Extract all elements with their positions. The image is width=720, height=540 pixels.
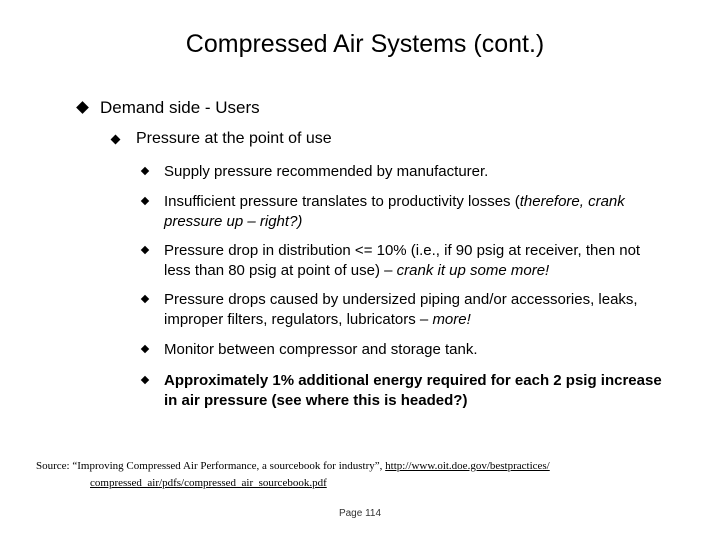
source-prefix: Source: “Improving Compressed Air Performance, a sourcebook for industry”, [36,460,386,472]
bullet-text: Approximately 1% additional energy required for each 2 psig increase in air pressure (see where this is headed?) [164,372,662,409]
bullet-text [164,290,664,330]
bullet-text-emphasis: crank it up some more! [396,262,550,279]
slide-title: Compressed Air Systems (cont.) [185,30,545,58]
bullet-text [164,192,664,232]
diamond-bullet-icon [141,295,149,303]
source-link[interactable]: http://www.oit.doe.gov/bestpractices/ [385,460,550,472]
bullet-text-emphasis: therefore, crank pressure up – right?) [164,193,625,230]
bullet-text-plain: Pressure drop in distribution <= 10% (i.e., if 90 psig at receiver, then not less than 80 psig at point of use) – [164,242,641,279]
bullet-text: Supply pressure recommended by manufacturer. [164,163,489,180]
bullet-text-plain: Pressure drops caused by undersized piping and/or accessories, leaks, improper filters, regulators, lubricators – [164,291,638,328]
diamond-bullet-icon [111,135,121,145]
diamond-bullet-icon [141,167,149,175]
diamond-bullet-icon [141,197,149,205]
diamond-bullet-icon [141,345,149,353]
diamond-bullet-icon [76,101,89,114]
bullet-text: Pressure at the point of use [136,130,332,147]
bullet-text: Monitor between compressor and storage tank. [164,341,478,358]
diamond-bullet-icon [141,376,149,384]
source-link-continued[interactable]: compressed_air/pdfs/compressed_air_sourcebook.pdf [90,477,327,489]
page-number: Page 114 [338,508,382,519]
source-citation [36,458,686,492]
diamond-bullet-icon [141,246,149,254]
bullet-text [164,241,664,281]
bullet-text-plain: Insufficient pressure translates to productivity losses ( [164,193,520,210]
bullet-text-emphasis: more! [432,311,471,328]
bullet-text: Demand side - Users [100,98,260,117]
